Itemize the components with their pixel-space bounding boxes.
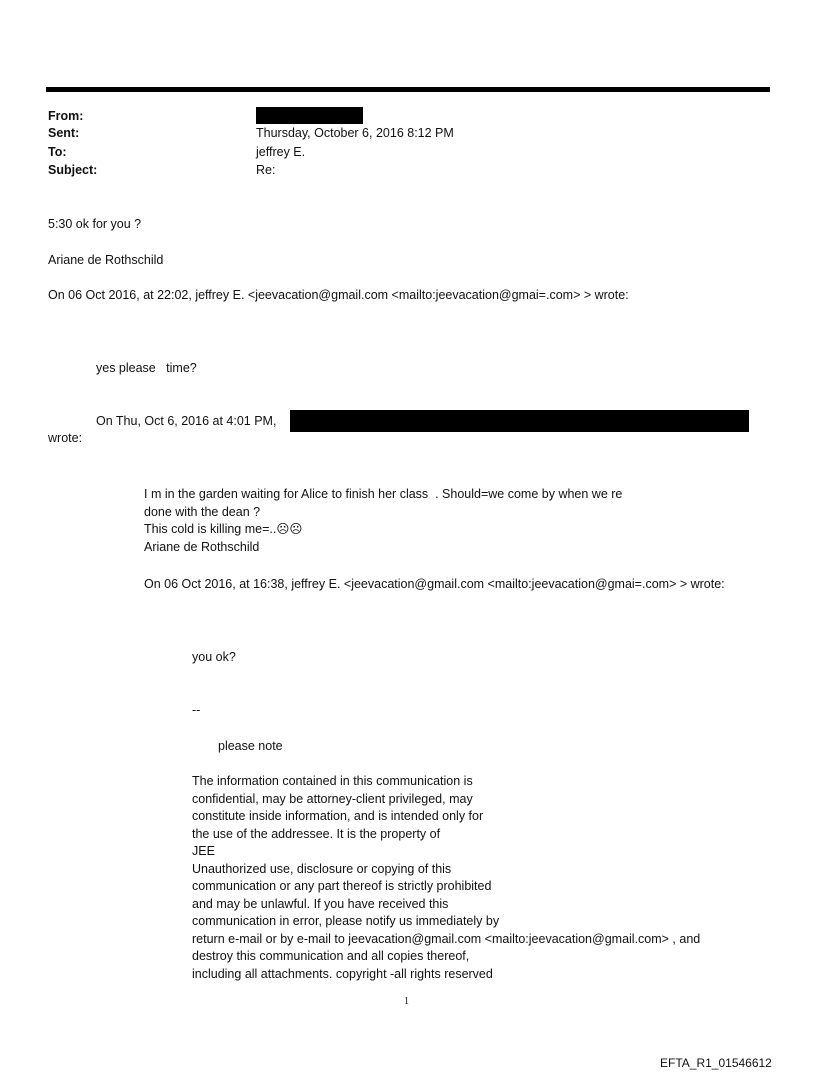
from-label: From: <box>48 109 84 123</box>
message-line: I m in the garden waiting for Alice to finish her class . Should=we come by when we re <box>144 487 623 501</box>
sent-label: Sent: <box>48 126 80 140</box>
sender-redaction <box>290 410 749 432</box>
top-rule <box>46 87 770 92</box>
disclaimer-line: The information contained in this communication is <box>192 774 473 788</box>
disclaimer-line: and may be unlawful. If you have received this <box>192 896 449 911</box>
disclaimer-line: confidential, may be attorney-client privileged, may <box>192 791 473 806</box>
reply-1: yes please time? <box>96 361 197 375</box>
reply-2: you ok? <box>192 650 236 664</box>
disclaimer-line: destroy this communication and all copies thereof, <box>192 949 470 963</box>
disclaimer-block <box>192 773 700 983</box>
to-value: jeffrey E. <box>256 145 306 159</box>
disclaimer-line: including all attachments. copyright -all rights reserved <box>192 966 493 981</box>
document-id: EFTA_R1_01546612 <box>660 1056 772 1070</box>
sent-value: Thursday, October 6, 2016 8:12 PM <box>256 126 454 140</box>
subject-label: Subject: <box>48 163 98 177</box>
message-block <box>144 486 622 556</box>
message-line: done with the dean ? <box>144 504 261 519</box>
to-label: To: <box>48 145 67 159</box>
quote-header-3: On 06 Oct 2016, at 16:38, jeffrey E. <jeevacation@gmail.com <mailto:jeevacation@gmai=.com> > wrote: <box>144 577 725 591</box>
quote-header-2-wrote: wrote: <box>48 431 83 445</box>
message-line: This cold is killing me=..☹☹ <box>144 522 303 536</box>
subject-value: Re: <box>256 163 276 177</box>
disclaimer-line: the use of the addressee. It is the property of <box>192 826 441 841</box>
body-line-1: 5:30 ok for you ? <box>48 217 142 231</box>
signature-dashes: -- <box>192 703 201 717</box>
quote-header-1: On 06 Oct 2016, at 22:02, jeffrey E. <jeevacation@gmail.com <mailto:jeevacation@gmai=.com> > wrote: <box>48 288 629 302</box>
page-number: 1 <box>404 996 409 1007</box>
disclaimer-line: Unauthorized use, disclosure or copying of this <box>192 861 452 876</box>
from-redaction <box>256 107 363 124</box>
disclaimer-line: JEE <box>192 844 215 858</box>
message-line: Ariane de Rothschild <box>144 539 260 554</box>
signature-1: Ariane de Rothschild <box>48 253 164 267</box>
disclaimer-line: communication in error, please notify us immediately by <box>192 914 500 928</box>
quote-header-2: On Thu, Oct 6, 2016 at 4:01 PM, <box>96 414 277 428</box>
disclaimer-line: constitute inside information, and is intended only for <box>192 809 484 823</box>
disclaimer-line: return e-mail or by e-mail to jeevacation@gmail.com <mailto:jeevacation@gmail.com> , and <box>192 931 701 946</box>
please-note: please note <box>218 739 283 753</box>
disclaimer-line: communication or any part thereof is strictly prohibited <box>192 879 492 893</box>
